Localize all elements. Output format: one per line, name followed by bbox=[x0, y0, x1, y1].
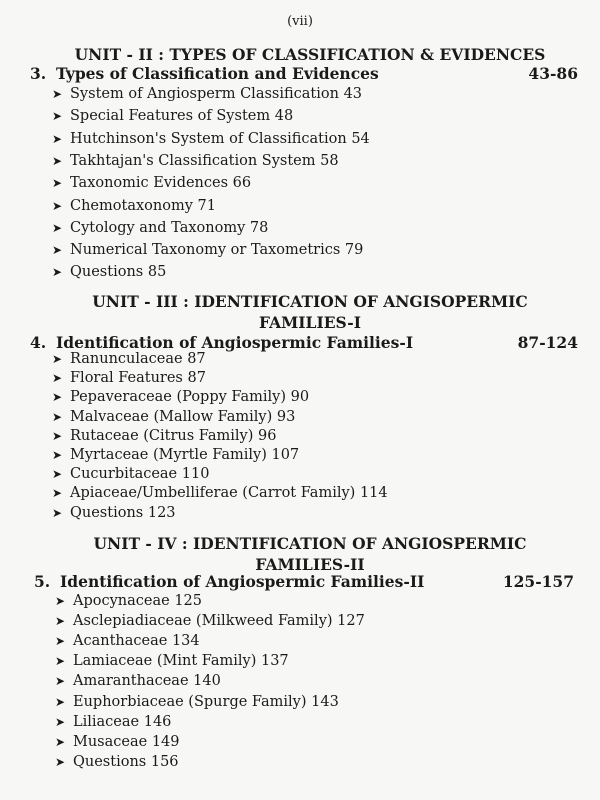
arrow-bullet-icon: ➤ bbox=[55, 714, 66, 729]
list-item bbox=[52, 389, 309, 405]
unit-heading bbox=[40, 44, 580, 65]
item-page: 140 bbox=[193, 673, 221, 690]
unit-heading-line: UNIT - III : IDENTIFICATION OF ANGISOPERMIC bbox=[92, 292, 528, 311]
arrow-bullet-icon: ➤ bbox=[55, 634, 66, 649]
chapter-name: Identification of Angiospermic Families-I bbox=[56, 333, 414, 352]
arrow-bullet-icon: ➤ bbox=[52, 448, 63, 462]
chapter-page-range: 125-157 bbox=[502, 572, 574, 591]
list-item bbox=[55, 673, 221, 689]
item-page: 125 bbox=[174, 593, 203, 609]
item-page: 48 bbox=[274, 108, 294, 125]
item-page: 58 bbox=[320, 152, 339, 169]
arrow-bullet-icon: ➤ bbox=[55, 614, 66, 629]
unit-heading-line: UNIT - IV : IDENTIFICATION OF ANGIOSPERMIC bbox=[93, 534, 527, 553]
item-label: Numerical Taxonomy or Taxometrics bbox=[70, 242, 345, 259]
chapter-page-range: 87-124 bbox=[517, 333, 578, 352]
chapter-number: 3. bbox=[30, 64, 47, 83]
chapter-title bbox=[30, 64, 379, 83]
list-item bbox=[55, 633, 200, 649]
arrow-bullet-icon: ➤ bbox=[52, 352, 63, 366]
arrow-bullet-icon: ➤ bbox=[52, 265, 63, 280]
item-label: Special Features of System bbox=[70, 108, 275, 125]
list-item bbox=[52, 108, 293, 124]
list-item bbox=[52, 86, 362, 102]
item-label: Questions bbox=[70, 264, 148, 281]
item-label: Acanthaceae bbox=[73, 633, 172, 650]
item-page: 137 bbox=[260, 653, 289, 670]
chapter-page-range: 43-86 bbox=[528, 64, 578, 83]
item-label: Malvaceae (Mallow Family) bbox=[70, 408, 277, 425]
item-label: Apocynaceae bbox=[73, 593, 175, 609]
item-page: 43 bbox=[343, 86, 363, 102]
chapter-name: Identification of Angiospermic Families-II bbox=[60, 572, 425, 591]
item-page: 127 bbox=[337, 613, 365, 630]
item-page: 85 bbox=[147, 264, 167, 281]
list-item bbox=[55, 593, 202, 609]
item-label: Apiaceae/Umbelliferae (Carrot Family) bbox=[70, 485, 360, 502]
item-page: 78 bbox=[249, 219, 269, 236]
list-item bbox=[52, 131, 370, 147]
list-item bbox=[52, 242, 363, 258]
item-label: Cucurbitaceae bbox=[70, 466, 182, 483]
unit-heading bbox=[40, 533, 580, 575]
item-label: Myrtaceae (Myrtle Family) bbox=[70, 447, 272, 463]
list-item bbox=[52, 198, 216, 214]
item-label: Musaceae bbox=[73, 733, 152, 750]
arrow-bullet-icon: ➤ bbox=[55, 654, 66, 669]
arrow-bullet-icon: ➤ bbox=[52, 243, 63, 258]
item-label: Amaranthaceae bbox=[73, 673, 194, 690]
arrow-bullet-icon: ➤ bbox=[52, 409, 63, 424]
item-label: Chemotaxonomy bbox=[70, 197, 198, 214]
arrow-bullet-icon: ➤ bbox=[55, 754, 66, 769]
chapter-number: 4. bbox=[30, 333, 47, 352]
item-page: 93 bbox=[276, 408, 296, 425]
arrow-bullet-icon: ➤ bbox=[52, 505, 63, 520]
list-item bbox=[52, 428, 276, 444]
arrow-bullet-icon: ➤ bbox=[52, 371, 63, 386]
list-item bbox=[55, 714, 171, 730]
arrow-bullet-icon: ➤ bbox=[52, 176, 63, 191]
unit-heading bbox=[40, 291, 580, 333]
unit-heading-line: FAMILIES-II bbox=[255, 555, 365, 574]
item-page: 110 bbox=[181, 466, 210, 483]
chapter-name: Types of Classification and Evidences bbox=[56, 64, 379, 83]
item-label: Taxonomic Evidences bbox=[70, 175, 233, 192]
item-page: 114 bbox=[359, 485, 388, 502]
arrow-bullet-icon: ➤ bbox=[52, 428, 63, 443]
list-item bbox=[52, 153, 339, 169]
unit-heading-line: FAMILIES-I bbox=[259, 313, 361, 332]
item-page: 90 bbox=[290, 389, 310, 406]
item-page: 54 bbox=[351, 130, 370, 147]
arrow-bullet-icon: ➤ bbox=[55, 594, 66, 608]
list-item bbox=[52, 175, 251, 191]
arrow-bullet-icon: ➤ bbox=[55, 734, 66, 749]
item-label: Cytology and Taxonomy bbox=[70, 219, 250, 236]
arrow-bullet-icon: ➤ bbox=[52, 109, 63, 124]
list-item bbox=[52, 447, 299, 463]
item-page: 156 bbox=[150, 753, 179, 770]
arrow-bullet-icon: ➤ bbox=[52, 198, 63, 213]
item-label: Questions bbox=[70, 504, 148, 521]
arrow-bullet-icon: ➤ bbox=[52, 87, 63, 101]
chapter-title bbox=[34, 572, 424, 591]
arrow-bullet-icon: ➤ bbox=[55, 694, 66, 709]
chapter-number: 5. bbox=[34, 572, 51, 591]
item-page: 149 bbox=[151, 733, 180, 750]
arrow-bullet-icon: ➤ bbox=[55, 674, 66, 689]
item-label: Euphorbiaceae (Spurge Family) bbox=[73, 693, 312, 710]
arrow-bullet-icon: ➤ bbox=[52, 390, 63, 405]
list-item bbox=[55, 734, 180, 750]
item-page: 134 bbox=[171, 633, 200, 650]
item-page: 87 bbox=[187, 370, 206, 387]
item-label: Lamiaceae (Mint Family) bbox=[73, 653, 261, 670]
list-item bbox=[52, 264, 166, 280]
item-label: Liliaceae bbox=[73, 713, 144, 730]
item-page: 96 bbox=[258, 427, 277, 444]
item-page: 123 bbox=[147, 504, 176, 521]
page-number: (vii) bbox=[287, 14, 313, 29]
item-page: 146 bbox=[143, 713, 172, 730]
list-item bbox=[55, 694, 339, 710]
list-item bbox=[52, 466, 209, 482]
item-page: 107 bbox=[271, 447, 300, 463]
item-label: Asclepiadiaceae (Milkweed Family) bbox=[73, 613, 338, 630]
chapter-title bbox=[30, 333, 413, 352]
item-page: 71 bbox=[197, 197, 216, 214]
list-item bbox=[52, 370, 206, 386]
item-label: Questions bbox=[73, 753, 151, 770]
arrow-bullet-icon: ➤ bbox=[52, 467, 63, 482]
list-item bbox=[52, 409, 295, 425]
list-item bbox=[52, 220, 268, 236]
item-label: Floral Features bbox=[70, 370, 188, 387]
item-page: 79 bbox=[344, 242, 364, 259]
list-item bbox=[55, 613, 365, 629]
item-label: Takhtajan's Classification System bbox=[70, 152, 321, 169]
item-page: 143 bbox=[311, 693, 339, 710]
arrow-bullet-icon: ➤ bbox=[52, 131, 63, 146]
unit-heading-line: UNIT - II : TYPES OF CLASSIFICATION & EVIDENCES bbox=[74, 45, 546, 64]
arrow-bullet-icon: ➤ bbox=[52, 153, 63, 168]
item-label: Ranunculaceae bbox=[70, 351, 188, 367]
item-page: 87 bbox=[187, 351, 206, 367]
list-item bbox=[52, 485, 388, 501]
list-item bbox=[55, 754, 179, 770]
list-item bbox=[52, 505, 176, 521]
item-page: 66 bbox=[232, 175, 252, 192]
arrow-bullet-icon: ➤ bbox=[52, 220, 63, 235]
item-label: Rutaceae (Citrus Family) bbox=[70, 427, 259, 444]
item-label: System of Angiosperm Classification bbox=[70, 86, 344, 102]
item-label: Pepaveraceae (Poppy Family) bbox=[70, 389, 291, 406]
arrow-bullet-icon: ➤ bbox=[52, 486, 63, 501]
list-item bbox=[55, 653, 289, 669]
list-item bbox=[52, 351, 206, 367]
item-label: Hutchinson's System of Classification bbox=[70, 130, 352, 147]
